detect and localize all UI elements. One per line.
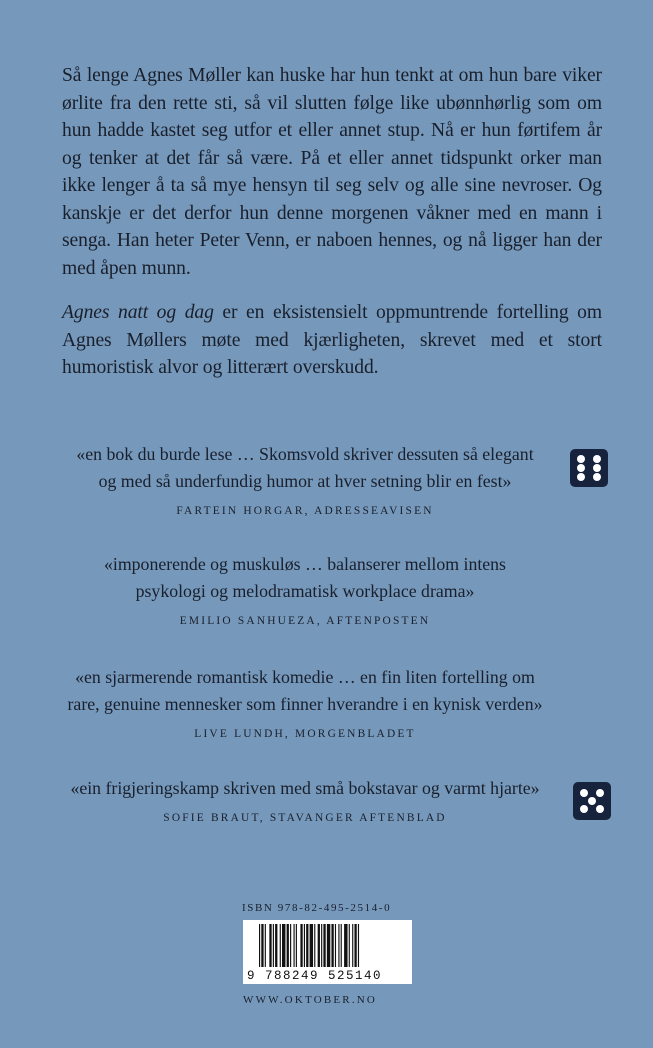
review-quote [50,775,560,824]
review-quote-text [50,664,560,718]
book-title: Agnes natt og dag [62,302,214,323]
dice-five-icon [573,782,611,820]
barcode-digits: 9 788249 525140 [247,969,383,983]
isbn-label: ISBN 978-82-495-2514-0 [242,902,392,914]
review-quote-line: «imponerende og muskuløs … balanserer mellom intens [104,554,506,574]
review-source: FARTEIN HORGAR, ADRESSEAVISEN [176,505,434,517]
blurb-paragraph-2-text: er en eksistensielt oppmuntrende fortelling om Agnes Møllers møte med kjærligheten, skrevet med et stort humoristisk alvor og litterært overskudd. [62,302,602,378]
publisher-website: WWW.OKTOBER.NO [243,994,378,1006]
review-quote-line: psykologi og melodramatisk workplace drama» [135,581,475,601]
review-quote-text [50,775,560,802]
review-source: SOFIE BRAUT, STAVANGER AFTENBLAD [163,812,447,824]
blurb-paragraph-1: Så lenge Agnes Møller kan huske har hun tenkt at om hun bare viker ørlite fra den rette sti, så vil slutten følge like ubønnhørlig som om hun hadde kastet seg utfor et eller annet stup. Nå er hun førtifem år og tenker at det får så være. På et eller annet tidspunkt orker man ikke lenger å ta så mye hensyn til seg selv og alle sine nevroser. Og kanskje er det derfor hun denne morgenen våkner med en mann i senga. Han heter Peter Venn, er naboen hennes, og nå ligger han der med åpen munn. [62,65,602,279]
review-quote [50,441,560,517]
blurb-paragraph-2 [62,299,602,382]
dice-six-icon [570,449,608,487]
review-quote [50,551,560,627]
review-quote-line: «ein frigjeringskamp skriven med små bokstavar og varmt hjarte» [70,778,540,798]
review-quote-text [50,551,560,605]
review-source: LIVE LUNDH, MORGENBLADET [194,728,416,740]
barcode [243,920,412,984]
review-quote-line: «en bok du burde lese … Skomsvold skriver dessuten så elegant [76,444,534,464]
review-source: EMILIO SANHUEZA, AFTENPOSTEN [179,615,431,627]
review-quote-line: «en sjarmerende romantisk komedie … en fin liten fortelling om [75,667,535,687]
review-quote-line: og med så underfundig humor at hver setning blir en fest» [98,471,512,491]
back-cover-blurb [62,62,602,382]
review-quote-line: rare, genuine mennesker som finner hverandre i en kynisk verden» [67,694,543,714]
review-quote [50,664,560,740]
review-quote-text [50,441,560,495]
